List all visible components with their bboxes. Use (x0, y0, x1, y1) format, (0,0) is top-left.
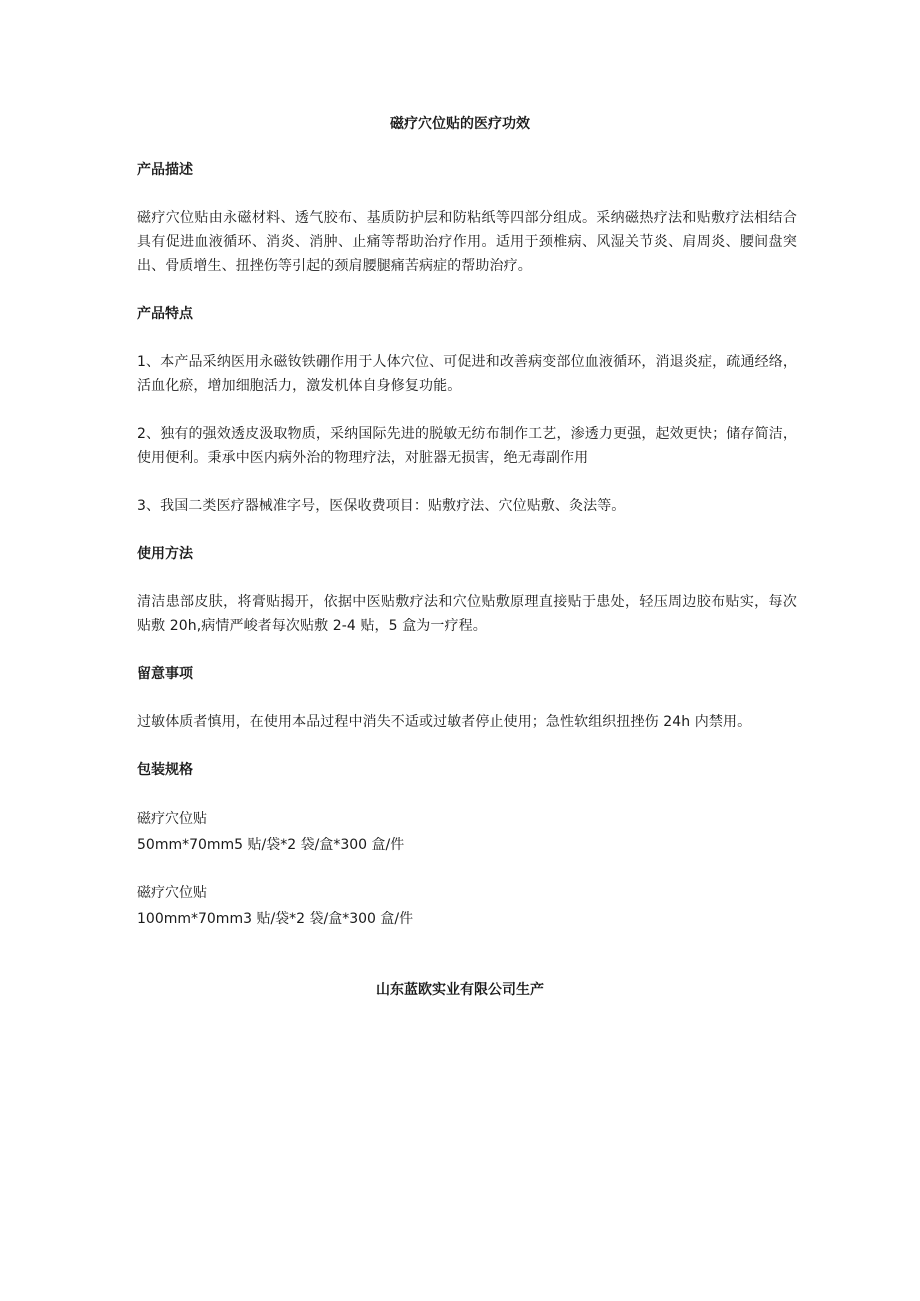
section-heading: 产品特点 (137, 306, 193, 322)
spec-item (137, 806, 797, 858)
spec-name: 磁疗穴位贴 (137, 811, 207, 827)
spec-size: 100mm*70mm3 贴/袋*2 袋/盒*300 盒/件 (137, 911, 414, 927)
paragraph: 清洁患部皮肤，将膏贴揭开，依据中医贴敷疗法和穴位贴敷原理直接贴于患处，轻压周边胶布贴实，每次贴敷 20h,病情严峻者每次贴敷 2-4 贴，5 盒为一疗程。 (137, 594, 797, 634)
feature-paragraph-2: 2、独有的强效透皮汲取物质，采纳国际先进的脱敏无纺布制作工艺，渗透力更强，起效更快；储存简洁，使用便利。秉承中医内病外治的物理疗法，对脏器无损害，绝无毒副作用 (137, 426, 797, 466)
section-packaging (137, 758, 797, 932)
section-heading: 包装规格 (137, 762, 193, 778)
manufacturer-footer: 山东蓝欧实业有限公司生产 (376, 982, 544, 998)
section-heading: 产品描述 (137, 162, 193, 178)
section-product-description (137, 158, 797, 278)
feature-paragraph-3: 3、我国二类医疗器械准字号，医保收费项目：贴敷疗法、穴位贴敷、灸法等。 (137, 498, 626, 514)
section-precautions (137, 662, 797, 734)
spec-name: 磁疗穴位贴 (137, 885, 207, 901)
section-heading: 使用方法 (137, 546, 193, 562)
section-heading: 留意事项 (137, 666, 193, 682)
document-body (137, 158, 797, 954)
spec-item (137, 880, 797, 932)
section-usage (137, 542, 797, 638)
paragraph: 磁疗穴位贴由永磁材料、透气胶布、基质防护层和防粘纸等四部分组成。采纳磁热疗法和贴敷疗法相结合具有促进血液循环、消炎、消肿、止痛等帮助治疗作用。适用于颈椎病、风湿关节炎、肩周炎、腰间盘突出、骨质增生、扭挫伤等引起的颈肩腰腿痛苦病症的帮助治疗。 (137, 210, 797, 274)
spec-size: 50mm*70mm5 贴/袋*2 袋/盒*300 盒/件 (137, 837, 405, 853)
paragraph: 过敏体质者慎用，在使用本品过程中消失不适或过敏者停止使用；急性软组织扭挫伤 24h 内禁用。 (137, 714, 752, 730)
document-title: 磁疗穴位贴的医疗功效 (390, 116, 530, 132)
feature-paragraph-1: 1、本产品采纳医用永磁钕铁硼作用于人体穴位、可促进和改善病变部位血液循环，消退炎症，疏通经络，活血化瘀，增加细胞活力，激发机体自身修复功能。 (137, 354, 797, 394)
section-product-features (137, 302, 797, 518)
